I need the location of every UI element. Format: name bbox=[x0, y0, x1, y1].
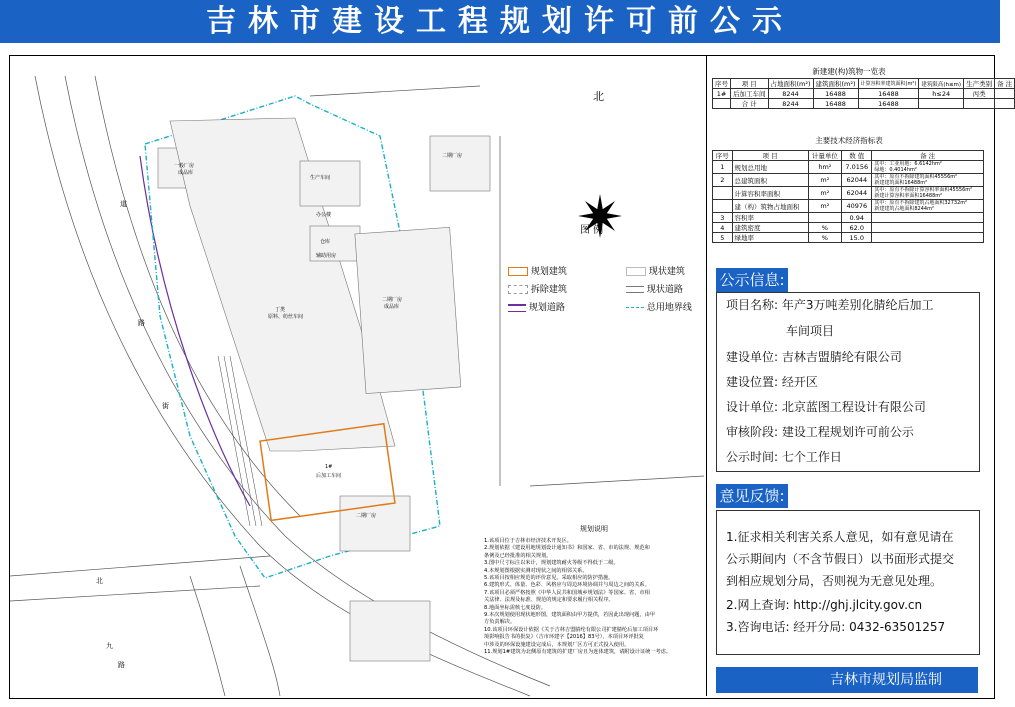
legend-planned-building bbox=[508, 264, 567, 277]
boundary-swatch bbox=[626, 307, 644, 308]
table-cell: 合 计 bbox=[731, 99, 769, 109]
info-location: 建设位置: 经开区 bbox=[726, 375, 818, 389]
table-header: 序号 bbox=[713, 151, 733, 161]
table-header: 建筑面积(m²) bbox=[813, 79, 858, 89]
table-header: 备 注 bbox=[995, 79, 1015, 89]
info-project-name-cont: 车间项目 bbox=[786, 324, 835, 338]
note-line: 2.规划依据《建设用地规划设计通知书》和国家、省、市的法规、规范和 bbox=[484, 545, 650, 552]
table-cell: 计算容积率面积 bbox=[732, 187, 808, 200]
table-cell: 16488 bbox=[813, 89, 858, 99]
road-label: 九 bbox=[106, 642, 113, 650]
info-stage: 审核阶段: 建设工程规划许可前公示 bbox=[726, 425, 914, 439]
notes-title: 规划说明 bbox=[580, 525, 608, 533]
legend-label: 规划道路 bbox=[528, 303, 565, 313]
table-cell: 1 bbox=[713, 161, 733, 174]
feedback-title: 意见反馈: bbox=[716, 484, 788, 508]
table-header-row bbox=[713, 79, 1015, 89]
table-cell: 丙类 bbox=[964, 89, 995, 99]
info-title: 公示信息: bbox=[716, 268, 788, 292]
legend-title: 图 例 bbox=[580, 225, 604, 236]
note-line: 7.该项目必须严格按照《中华人民共和国城乡规划法》等国家、省、市相 bbox=[484, 589, 650, 596]
table-cell: 5 bbox=[713, 233, 733, 243]
map-label: 一般厂房 bbox=[174, 163, 195, 169]
table-cell bbox=[808, 213, 842, 223]
road-label: 路 bbox=[138, 319, 145, 327]
map-label: 原料、纺丝车间 bbox=[268, 314, 304, 320]
table-cell bbox=[964, 99, 995, 109]
table-cell: 4 bbox=[713, 223, 733, 233]
table-cell bbox=[995, 89, 1015, 99]
map-label: 成品库 bbox=[384, 304, 400, 310]
note-line: 中涉及的环保设施建设完成后，本规划厂区方可正式投入使用。 bbox=[484, 641, 630, 648]
table-row bbox=[713, 174, 984, 187]
table-cell bbox=[713, 187, 733, 200]
table-cell bbox=[995, 99, 1015, 109]
note-line: 1.该项目位于吉林市经济技术开发区。 bbox=[484, 538, 572, 544]
legend-label: 规划建筑 bbox=[530, 267, 567, 277]
note-line: 3.图中尺寸标注以米计，规划建筑耐火等级不得低于二级。 bbox=[484, 560, 619, 567]
map-label: 后加工车间 bbox=[316, 473, 342, 479]
indicators-table bbox=[712, 150, 984, 243]
table-cell: 2 bbox=[713, 174, 733, 187]
planning-notes bbox=[484, 538, 706, 657]
table1-title: 新建建(构)筑物一览表 bbox=[812, 67, 886, 76]
planned-road-swatch bbox=[508, 304, 526, 312]
demolished-swatch bbox=[508, 285, 528, 294]
map-label: 1# bbox=[325, 464, 333, 470]
info-builder: 建设单位: 吉林吉盟腈纶有限公司 bbox=[726, 350, 902, 364]
note-line: 境影响报告书的批复》（吉市环建字【2016】83号），本项目环评批复 bbox=[484, 634, 644, 641]
table-header: 数 值 bbox=[842, 151, 872, 161]
table-cell: 62044 bbox=[842, 187, 872, 200]
table-cell bbox=[872, 223, 984, 233]
feedback-line: 1.征求相关利害关系人意见，如有意见请在 bbox=[726, 530, 954, 544]
table-cell: m² bbox=[808, 200, 842, 213]
road-label: 路 bbox=[118, 661, 125, 669]
table-cell: % bbox=[808, 233, 842, 243]
legend-label: 拆除建筑 bbox=[530, 285, 567, 295]
table-header: 备 注 bbox=[872, 151, 984, 161]
map-label: 二期厂房 bbox=[442, 153, 463, 159]
table-cell: 其中：原有不拆除建筑面积45556m² 新建建筑面积16488m² bbox=[872, 174, 984, 187]
map-label: 成品库 bbox=[178, 170, 194, 176]
legend-existing-road bbox=[626, 282, 683, 295]
map-label: 丁类 bbox=[275, 307, 286, 313]
road-label: 街 bbox=[162, 402, 169, 410]
table-cell: 0.94 bbox=[842, 213, 872, 223]
table-cell bbox=[872, 213, 984, 223]
table-header: 序号 bbox=[713, 79, 731, 89]
table-cell: m² bbox=[808, 187, 842, 200]
table-row bbox=[713, 200, 984, 213]
table-row bbox=[713, 213, 984, 223]
table2-title: 主要技术经济指标表 bbox=[815, 136, 883, 145]
table-cell: 8244 bbox=[768, 99, 813, 109]
table-cell: 总建筑面积 bbox=[732, 174, 808, 187]
table-cell: 规划总用地 bbox=[732, 161, 808, 174]
table-header: 生产类别 bbox=[964, 79, 995, 89]
table-cell: h≤24 bbox=[919, 89, 964, 99]
table-cell: 其中：工业用地：6.6142hm² 绿地：0.4014hm² bbox=[872, 161, 984, 174]
table-cell: % bbox=[808, 223, 842, 233]
map-label: 二期厂房 bbox=[382, 297, 403, 303]
legend-label: 现状建筑 bbox=[648, 267, 685, 277]
info-designer: 设计单位: 北京蓝图工程设计有限公司 bbox=[726, 400, 926, 414]
note-line: 6.建筑形式、体量、色彩、风格应与周边环境协调并与周边之间的关系。 bbox=[484, 582, 650, 589]
feedback-line: 公示期间内（不含节假日）以书面形式提交 bbox=[726, 552, 955, 566]
map-label: 办公楼 bbox=[316, 212, 332, 218]
legend-existing-building bbox=[626, 264, 685, 277]
table-cell: m² bbox=[808, 174, 842, 187]
map-label: 辅助用房 bbox=[316, 253, 337, 259]
table-cell bbox=[713, 200, 733, 213]
table-cell: 后加工车间 bbox=[731, 89, 769, 99]
table-cell: 建（构）筑物占地面积 bbox=[732, 200, 808, 213]
table-cell: 8244 bbox=[768, 89, 813, 99]
note-line: 9.本次规划使用现状地形图，建筑面积由甲方提供，若因此出现问题，由甲 bbox=[484, 612, 655, 619]
note-line: 4.本规划图根据实测对现状之间的相邻关系。 bbox=[484, 567, 588, 574]
footer-text: 吉林市规划局监制 bbox=[830, 672, 942, 688]
note-line: 5.该项目按相应规范的评价意见，采取相应的防护措施。 bbox=[484, 575, 614, 582]
table-cell: 16488 bbox=[858, 99, 919, 109]
table-cell: hm² bbox=[808, 161, 842, 174]
table-header: 项 目 bbox=[732, 151, 808, 161]
table-row bbox=[713, 99, 1015, 109]
north-label: 北 bbox=[593, 90, 604, 103]
footer bbox=[716, 667, 978, 693]
table-cell bbox=[713, 99, 731, 109]
table-cell: 1# bbox=[713, 89, 731, 99]
buildings-table bbox=[712, 78, 1015, 109]
table-cell: 40976 bbox=[842, 200, 872, 213]
note-line: 11.规划1#建筑为北侧原有建筑的扩建厂房且为连体建筑，请附设计证统一考虑。 bbox=[484, 649, 672, 656]
page-header: 吉林市建设工程规划许可前公示 bbox=[0, 0, 1000, 43]
note-line: 条例及已经批准的相关规划。 bbox=[484, 552, 552, 559]
table-header: 项 目 bbox=[731, 79, 769, 89]
table-header: 计算容积率建筑面积(m²) bbox=[858, 79, 919, 89]
table-header: 建筑限高(h≤m) bbox=[919, 79, 964, 89]
table-row bbox=[713, 187, 984, 200]
table-cell: 其中：原有不拆除建筑占地面积32732m² 新建建筑占地面积8244m² bbox=[872, 200, 984, 213]
table-cell: 16488 bbox=[813, 99, 858, 109]
legend-planned-road bbox=[508, 300, 565, 313]
road-label: 道 bbox=[120, 200, 127, 208]
map-label: 生产车间 bbox=[310, 175, 331, 181]
table-cell: 其中：原有不拆除计算容积率面积45556m² 新建计算容积率面积16488m² bbox=[872, 187, 984, 200]
table-row bbox=[713, 89, 1015, 99]
table-row bbox=[713, 223, 984, 233]
table-header: 计量单位 bbox=[808, 151, 842, 161]
table-cell: 16488 bbox=[858, 89, 919, 99]
feedback-url[interactable]: 2.网上查询: http://ghj.jlcity.gov.cn bbox=[726, 598, 923, 612]
note-line: 8.地面坐标需核七度设防。 bbox=[484, 604, 547, 611]
table-cell bbox=[872, 233, 984, 243]
planned-building-swatch bbox=[508, 267, 528, 276]
table-header: 占地面积(m²) bbox=[768, 79, 813, 89]
feedback-line: 到相应规划分局，否则视为无意见处理。 bbox=[726, 574, 943, 588]
table-cell: 7.0156 bbox=[842, 161, 872, 174]
table-cell: 15.0 bbox=[842, 233, 872, 243]
road-label: 北 bbox=[96, 577, 103, 585]
table-cell: 3 bbox=[713, 213, 733, 223]
table-cell: 62044 bbox=[842, 174, 872, 187]
table-cell: 62.0 bbox=[842, 223, 872, 233]
info-period: 公示时间: 七个工作日 bbox=[726, 450, 842, 464]
table-cell: 建筑密度 bbox=[732, 223, 808, 233]
existing-road-swatch bbox=[626, 286, 644, 293]
note-line: 方负责解决。 bbox=[484, 619, 516, 626]
legend-label: 现状道路 bbox=[646, 285, 683, 295]
legend-demolished bbox=[508, 282, 567, 295]
map-label: 仓库 bbox=[320, 239, 331, 245]
table-cell bbox=[919, 99, 964, 109]
table-cell: 容积率 bbox=[732, 213, 808, 223]
info-project-name: 项目名称: 年产3万吨差别化腈纶后加工 bbox=[726, 298, 934, 312]
note-line: 10.该项目环保设计依据《关于吉林吉盟腈纶有限公司扩建腈纶后加工项目环 bbox=[484, 626, 659, 633]
note-line: 关法律、法规及标准、规范的规定和要求履行相关程序。 bbox=[484, 597, 614, 604]
map-label: 二期厂房 bbox=[356, 513, 377, 519]
legend-label: 总用地界线 bbox=[646, 303, 692, 313]
legend-boundary bbox=[626, 300, 692, 313]
existing-building-swatch bbox=[626, 267, 646, 276]
table-cell: 绿地率 bbox=[732, 233, 808, 243]
table-row bbox=[713, 233, 984, 243]
table-header-row bbox=[713, 151, 984, 161]
feedback-phone: 3.咨询电话: 经开分局: 0432-63501257 bbox=[726, 620, 946, 634]
table-row bbox=[713, 161, 984, 174]
